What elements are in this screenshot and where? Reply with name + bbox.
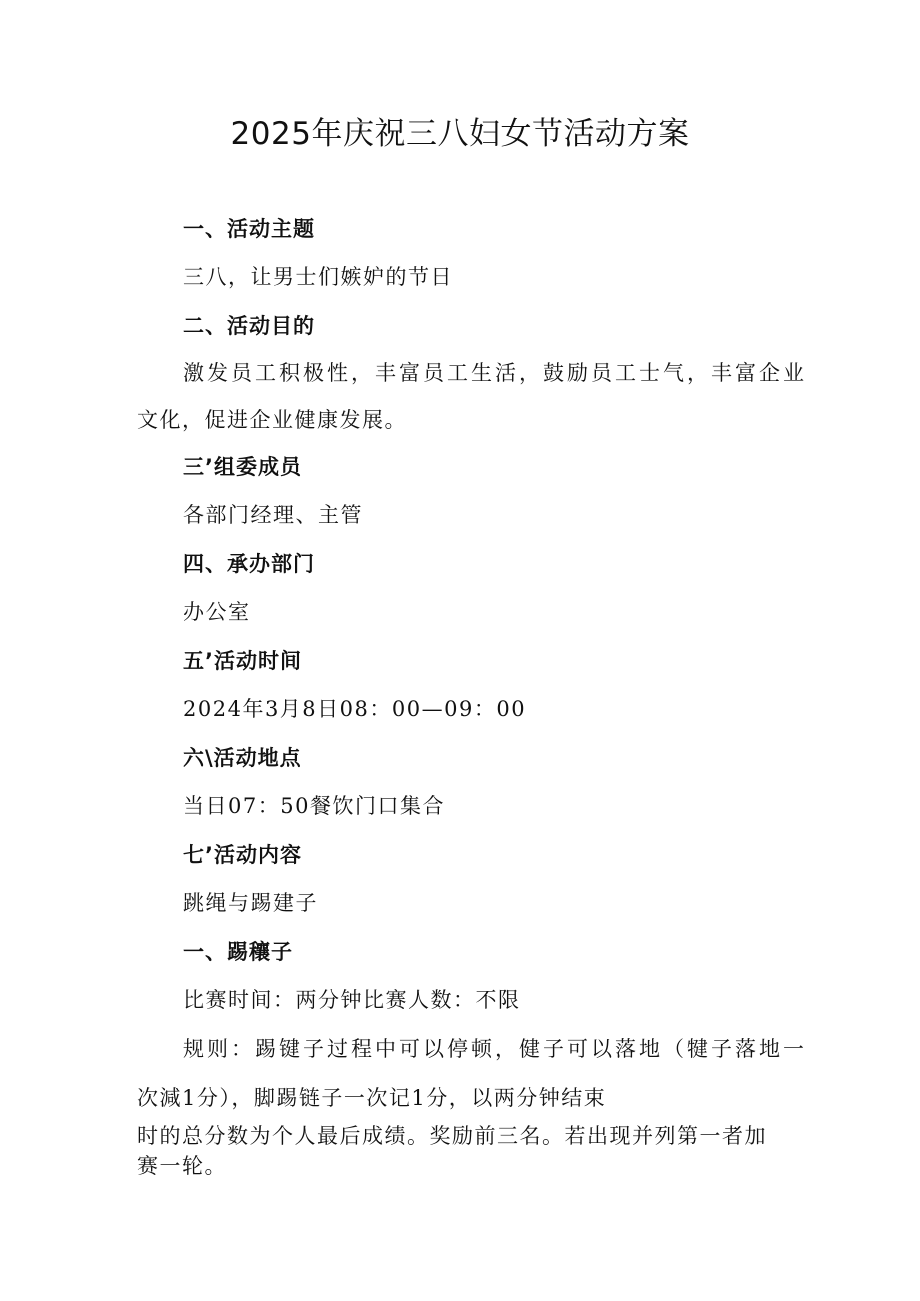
section-heading-time: 五’活动时间 — [183, 649, 302, 673]
match-info-text: 比赛时间：两分钟比赛人数：不限 — [183, 988, 521, 1012]
rules-text-line-2: 次減1分），脚踢链子一次记1分，以两分钟结束 — [137, 1086, 607, 1110]
section-text-content: 跳绳与踢建子 — [183, 891, 318, 915]
rules-text-line-1: 规则：踢键子过程中可以停顿，健子可以落地（犍子落地一 — [183, 1037, 807, 1061]
section-heading-purpose: 二、活动目的 — [183, 314, 315, 338]
section-text-committee: 各部门经理、主管 — [183, 503, 363, 527]
rules-text-line-3: 时的总分数为个人最后成绩。奖励前三名。若出现并列第一者加 — [137, 1124, 767, 1148]
subsection-heading-shuttlecock: 一、踢穰子 — [183, 940, 293, 964]
section-text-location: 当日07：50餐饮门口集合 — [183, 794, 445, 818]
section-heading-theme: 一、活动主题 — [183, 217, 315, 241]
section-text-purpose-line-1: 激发员工积极性，丰富员工生活，鼓励员工士气，丰富企业 — [183, 361, 807, 385]
section-text-organizer: 办公室 — [183, 600, 251, 624]
section-text-theme: 三八，让男士们嫉妒的节日 — [183, 265, 453, 289]
rules-text-line-4: 赛一轮。 — [137, 1154, 227, 1178]
section-heading-content: 七’活动内容 — [183, 843, 302, 867]
section-heading-organizer: 四、承办部门 — [183, 552, 315, 576]
section-text-purpose-line-2: 文化，促进企业健康发展。 — [137, 408, 407, 432]
section-heading-committee: 三’组委成员 — [183, 455, 302, 479]
document-title: 2025年庆祝三八妇女节活动方案 — [230, 116, 690, 152]
section-text-time: 2024年3月8日08：00—09：00 — [183, 697, 527, 721]
section-heading-location: 六\活动地点 — [183, 746, 302, 770]
